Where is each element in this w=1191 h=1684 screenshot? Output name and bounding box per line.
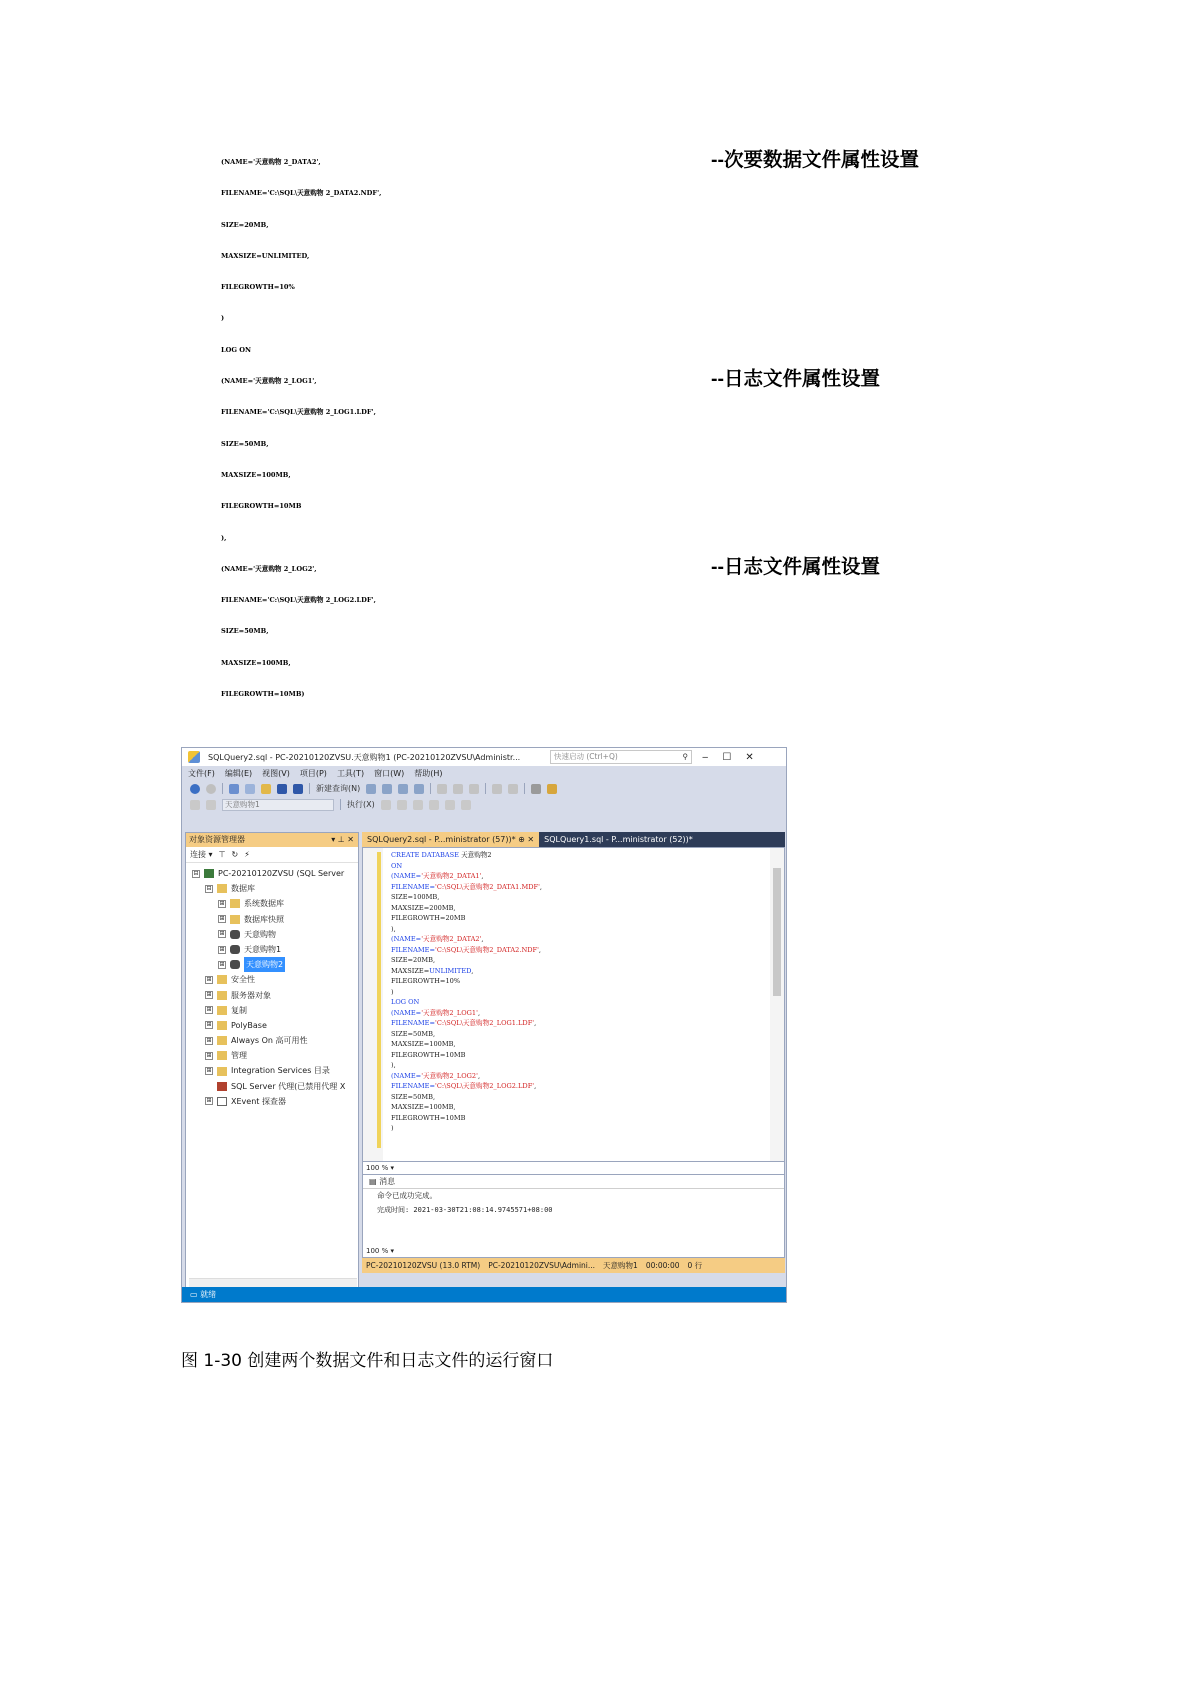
query-code (391, 850, 542, 1134)
collapse-icon[interactable]: ⊟ (193, 869, 199, 877)
expand-icon[interactable]: ⊞ (219, 960, 225, 968)
code-line (221, 364, 981, 395)
query-token: MAXSIZE=100MB, (391, 1103, 456, 1111)
query-line (391, 871, 542, 882)
expand-icon[interactable]: ⊞ (206, 1067, 212, 1075)
db-icon (230, 930, 240, 939)
query-token: '天意购物2_DATA1' (421, 872, 482, 880)
cut-icon[interactable] (437, 784, 447, 794)
undo-icon[interactable] (492, 784, 502, 794)
query-token: SIZE=100MB, (391, 893, 440, 901)
solution-config-icon[interactable] (531, 784, 541, 794)
code-text: LOG ON (221, 345, 252, 354)
folder-icon (230, 899, 240, 908)
object-explorer-header (186, 833, 358, 847)
object-tree (186, 863, 358, 1109)
code-line (221, 145, 981, 176)
query-line (391, 1113, 542, 1124)
query-token: FILEGROWTH=20MB (391, 914, 466, 922)
query-token: (NAME= (391, 872, 422, 880)
toolbar-separator (430, 783, 431, 794)
messages-tab-label: 消息 (379, 1177, 396, 1186)
query-line (391, 945, 542, 956)
tree-item-label: SQL Server 代理(已禁用代理 X (231, 1081, 346, 1091)
close-icon[interactable]: ✕ (745, 751, 754, 763)
tree-item-label: 数据库 (231, 884, 255, 894)
messages-zoom[interactable]: 100 % ▾ (366, 1247, 394, 1255)
query-token: UNLIMITED (429, 966, 472, 975)
tree-item[interactable] (186, 1063, 358, 1078)
figure-caption: 图 1-30 创建两个数据文件和日志文件的运行窗口 (181, 1351, 554, 1371)
activity-icon[interactable]: ⚡ (244, 850, 250, 859)
menu-item[interactable]: 编辑(E) (224, 769, 253, 778)
server-icon (204, 869, 214, 878)
filter-icon[interactable]: ⊤ (218, 850, 226, 859)
query-token: , (481, 935, 484, 943)
expand-icon[interactable]: ⊞ (206, 991, 212, 999)
query-token: 'C:\SQL\天意购物2_DATA2.NDF' (435, 945, 539, 954)
tree-item[interactable] (186, 881, 358, 896)
query-token: 'C:\SQL\天意购物2_DATA1.MDF' (435, 882, 540, 891)
query-line (391, 1060, 542, 1071)
query-line (391, 976, 542, 987)
query-token: FILEGROWTH=10MB (391, 1113, 466, 1122)
query-token: 天意购物2 (461, 851, 492, 859)
code-text: FILEGROWTH=10MB) (221, 690, 305, 699)
query-token: SIZE=20MB, (391, 956, 436, 964)
code-text: ) (221, 314, 225, 323)
document-tab[interactable]: SQLQuery1.sql - P...ministrator (52))* (544, 835, 693, 844)
parse-icon[interactable] (397, 800, 407, 810)
minimize-icon[interactable]: ‒ (702, 751, 709, 763)
message-line: 命令已成功完成。 (377, 1191, 437, 1200)
query-token: '天意购物2_LOG1' (421, 1008, 478, 1017)
query-line (391, 892, 542, 903)
query-token: FILENAME= (391, 945, 435, 954)
xmla-query-icon[interactable] (398, 784, 408, 794)
tree-item[interactable] (186, 866, 358, 881)
standard-toolbar (182, 781, 786, 796)
toolbar-separator (485, 783, 486, 794)
panel-controls[interactable]: ▾ ⊥ ✕ (331, 835, 354, 844)
query-line (391, 1081, 542, 1092)
database-select[interactable]: 天意购物1 (222, 799, 334, 811)
code-line (221, 301, 981, 332)
code-text: FILENAME='C:\SQL\天意购物 2_DATA2.NDF', (221, 189, 382, 198)
code-comment: --日志文件属性设置 (711, 368, 880, 391)
object-explorer-toolbar (186, 847, 358, 863)
code-line (221, 521, 981, 552)
copy-icon[interactable] (453, 784, 463, 794)
window-title: SQLQuery2.sql - PC-20210120ZVSU.天意购物1 (PC-20210120ZVSU\Administr... (208, 752, 521, 762)
folder-icon (230, 915, 240, 924)
expand-icon[interactable]: ⊞ (206, 1006, 212, 1014)
code-text: MAXSIZE=100MB, (221, 658, 291, 667)
editor-zoom[interactable]: 100 % ▾ (362, 1162, 785, 1174)
menu-item[interactable]: 项目(P) (299, 769, 327, 778)
dmx-query-icon[interactable] (382, 784, 392, 794)
editor-gutter (363, 848, 383, 1161)
query-status-item: PC-20210120ZVSU\Admini... (488, 1261, 596, 1270)
code-text: (NAME='天意购物 2_LOG2', (221, 564, 317, 573)
tree-item-label: 复制 (231, 1005, 247, 1015)
query-status-item: 天意购物1 (603, 1261, 638, 1270)
search-icon: ⚲ (682, 752, 688, 761)
code-line (221, 239, 981, 270)
disconnect-icon[interactable] (206, 800, 216, 810)
tree-item[interactable] (186, 988, 358, 1003)
code-text: ), (221, 533, 227, 542)
ssms-app-icon (188, 751, 200, 763)
tree-item[interactable] (186, 957, 358, 972)
code-comment: --日志文件属性设置 (711, 555, 880, 578)
query-token: FILEGROWTH=10MB (391, 1050, 466, 1059)
tree-item-label: PC-20210120ZVSU (SQL Server (218, 869, 345, 878)
expand-icon[interactable]: ⊞ (219, 899, 225, 907)
tree-item[interactable] (186, 896, 358, 911)
code-line (221, 646, 981, 677)
query-line (391, 955, 542, 966)
tree-item-label: PolyBase (231, 1020, 267, 1030)
document-tab[interactable]: SQLQuery2.sql - P...ministrator (57))* ⊕ ✕ (362, 832, 539, 847)
maximize-icon[interactable]: ☐ (722, 751, 732, 763)
tree-item-label: Integration Services 目录 (231, 1066, 330, 1076)
stop-icon[interactable] (381, 800, 391, 810)
ready-icon: ▭ (190, 1290, 198, 1299)
query-line (391, 987, 542, 998)
xevent-icon (217, 1097, 227, 1106)
status-bar (182, 1287, 786, 1302)
code-text: SIZE=20MB, (221, 220, 269, 229)
query-line (391, 1039, 542, 1050)
change-indicator (377, 852, 381, 1148)
back-icon[interactable] (190, 784, 200, 794)
query-line (391, 882, 542, 893)
query-line (391, 1050, 542, 1061)
vertical-scrollbar[interactable] (770, 848, 784, 1161)
code-line (221, 489, 981, 520)
tree-item[interactable] (186, 927, 358, 942)
sql-editor-toolbar (182, 797, 786, 812)
code-line (221, 614, 981, 645)
query-token: '天意购物2_LOG2' (421, 1071, 478, 1080)
code-line (221, 552, 981, 583)
new-project-icon[interactable] (229, 784, 239, 794)
query-line (391, 1018, 542, 1029)
menu-item[interactable]: 文件(F) (188, 769, 215, 778)
query-line (391, 966, 542, 977)
code-line (221, 395, 981, 426)
folder-icon (217, 1067, 227, 1076)
find-icon[interactable] (547, 784, 557, 794)
code-line (221, 427, 981, 458)
query-token: LOG ON (391, 998, 420, 1006)
query-token: , (477, 1071, 481, 1080)
query-token: MAXSIZE=100MB, (391, 1040, 456, 1048)
query-token: 'C:\SQL\天意购物2_LOG1.LDF' (435, 1019, 535, 1027)
folder-icon (217, 975, 227, 984)
query-token: SIZE=50MB, (391, 1092, 436, 1101)
query-line (391, 903, 542, 914)
query-token: , (538, 945, 542, 954)
query-line (391, 1123, 542, 1134)
query-token: CREATE DATABASE (391, 851, 462, 859)
messages-tab[interactable] (363, 1175, 784, 1189)
expand-icon[interactable]: ⊞ (219, 945, 225, 953)
expand-icon[interactable]: ⊞ (206, 1021, 212, 1029)
tree-item-label: 系统数据库 (244, 899, 284, 909)
collapse-icon[interactable]: ⊟ (206, 884, 212, 892)
expand-icon[interactable]: ⊞ (219, 915, 225, 923)
quick-launch-placeholder: 快速启动 (Ctrl+Q) (554, 752, 618, 761)
zoom-level: 100 % (366, 1164, 389, 1172)
query-line (391, 924, 542, 935)
document-area (362, 832, 785, 1292)
code-text: FILEGROWTH=10MB (221, 502, 302, 511)
expand-icon[interactable]: ⊞ (206, 975, 212, 983)
code-text: FILENAME='C:\SQL\天意购物 2_LOG1.LDF', (221, 408, 376, 417)
expand-icon[interactable]: ⊞ (206, 1036, 212, 1044)
query-token: (NAME= (391, 1008, 422, 1017)
query-token: ), (391, 1061, 396, 1069)
open-file-icon[interactable] (261, 784, 271, 794)
query-token: ), (391, 924, 396, 933)
query-token: , (477, 1008, 481, 1017)
document-tabs (362, 832, 785, 847)
tree-item-label: Always On 高可用性 (231, 1036, 308, 1046)
query-token: FILENAME= (391, 1082, 435, 1090)
query-line (391, 913, 542, 924)
db-icon (230, 945, 240, 954)
menu-bar (182, 766, 786, 781)
query-editor[interactable] (362, 847, 785, 1162)
object-explorer-title: 对象资源管理器 (189, 835, 245, 844)
code-text: (NAME='天意购物 2_DATA2', (221, 158, 321, 166)
scrollbar-thumb[interactable] (773, 868, 781, 996)
tree-item[interactable] (186, 1079, 358, 1094)
query-token: , (471, 966, 474, 975)
folder-icon (217, 884, 227, 893)
folder-icon (217, 991, 227, 1000)
tree-item-label: 天意购物 (244, 929, 276, 939)
query-token: ) (391, 987, 394, 996)
zoom-level: 100 % (366, 1247, 389, 1255)
tree-item-label: 数据库快照 (244, 914, 284, 924)
paste-icon[interactable] (469, 784, 479, 794)
sql-code-listing (221, 145, 981, 708)
query-token: MAXSIZE= (391, 966, 430, 975)
query-token: FILENAME= (391, 1019, 435, 1027)
query-line (391, 1008, 542, 1019)
code-line (221, 583, 981, 614)
query-token: ON (391, 861, 403, 870)
tree-item[interactable] (186, 1018, 358, 1033)
query-line (391, 850, 542, 861)
code-line (221, 208, 981, 239)
code-text: MAXSIZE=100MB, (221, 470, 291, 479)
menu-item[interactable]: 窗口(W) (374, 769, 405, 778)
tree-item[interactable] (186, 1094, 358, 1109)
results-grid-icon[interactable] (429, 800, 439, 810)
save-all-icon[interactable] (293, 784, 303, 794)
query-status-bar (362, 1258, 785, 1273)
code-line (221, 333, 981, 364)
tree-item[interactable] (186, 912, 358, 927)
folder-icon (217, 1051, 227, 1060)
code-line (221, 677, 981, 708)
save-icon[interactable] (277, 784, 287, 794)
code-text: SIZE=50MB, (221, 439, 269, 448)
code-text: MAXSIZE=UNLIMITED, (221, 251, 310, 260)
folder-icon (217, 1006, 227, 1015)
messages-icon: ▤ (369, 1177, 377, 1186)
mdx-query-icon[interactable] (366, 784, 376, 794)
query-token: '天意购物2_DATA2' (421, 935, 482, 943)
das-query-icon[interactable] (414, 784, 424, 794)
tree-item[interactable] (186, 972, 358, 987)
toolbar-separator (524, 783, 525, 794)
query-line (391, 997, 542, 1008)
query-line (391, 861, 542, 872)
title-bar (182, 748, 786, 766)
query-line (391, 1071, 542, 1082)
agent-icon (217, 1082, 227, 1091)
code-text: FILEGROWTH=10% (221, 283, 295, 292)
toolbar-separator (340, 799, 341, 810)
query-token: , (534, 1019, 537, 1027)
code-line (221, 458, 981, 489)
tree-item-label: XEvent 探查器 (231, 1096, 286, 1106)
query-status-item: PC-20210120ZVSU (13.0 RTM) (366, 1261, 481, 1270)
redo-icon[interactable] (508, 784, 518, 794)
toolbar-separator (222, 783, 223, 794)
window-controls (702, 752, 754, 763)
code-text: FILENAME='C:\SQL\天意购物 2_LOG2.LDF', (221, 596, 376, 605)
expand-icon[interactable]: ⊞ (219, 930, 225, 938)
tree-item-label: 天意购物2 (244, 957, 285, 972)
tree-item[interactable] (186, 1033, 358, 1048)
estimated-plan-icon[interactable] (413, 800, 423, 810)
query-status-item: 00:00:00 (645, 1261, 680, 1270)
query-token: (NAME= (391, 1071, 422, 1080)
tree-item-label: 管理 (231, 1051, 247, 1061)
code-line (221, 270, 981, 301)
code-text: (NAME='天意购物 2_LOG1', (221, 377, 317, 386)
execute-button[interactable]: 执行(X) (347, 800, 375, 809)
code-line (221, 176, 981, 207)
query-token: (NAME= (391, 935, 422, 943)
query-status-item: 0 行 (687, 1261, 703, 1270)
query-token: 'C:\SQL\天意购物2_LOG2.LDF' (435, 1082, 535, 1090)
code-comment: --次要数据文件属性设置 (711, 149, 919, 171)
indent-icon[interactable] (461, 800, 471, 810)
tree-item-label: 服务器对象 (231, 990, 271, 1000)
connect-icon[interactable] (190, 800, 200, 810)
menu-item[interactable]: 视图(V) (262, 769, 290, 778)
ssms-screenshot (181, 747, 787, 1303)
menu-item[interactable]: 工具(T) (336, 769, 365, 778)
tree-item[interactable] (186, 1048, 358, 1063)
message-line: 完成时间: 2021-03-30T21:08:14.9745571+08:00 (377, 1206, 553, 1214)
tree-item-label: 天意购物1 (244, 944, 282, 954)
quick-launch-input[interactable] (550, 750, 692, 764)
expand-icon[interactable]: ⊞ (206, 1051, 212, 1059)
forward-icon[interactable] (206, 784, 216, 794)
query-token: MAXSIZE=200MB, (391, 903, 456, 912)
tree-item-label: 安全性 (231, 975, 255, 985)
tree-item[interactable] (186, 1003, 358, 1018)
refresh-icon[interactable]: ↻ (231, 850, 239, 859)
object-explorer (185, 832, 359, 1292)
status-text: 就绪 (200, 1290, 217, 1299)
new-query-button[interactable]: 新建查询(N) (316, 784, 361, 793)
query-token: SIZE=50MB, (391, 1029, 436, 1038)
expand-icon[interactable]: ⊞ (206, 1097, 212, 1105)
toolbar-separator (309, 783, 310, 794)
messages-pane (362, 1174, 785, 1258)
query-token: FILEGROWTH=10% (391, 977, 461, 985)
add-item-icon[interactable] (245, 784, 255, 794)
query-token: , (481, 872, 484, 880)
connect-button[interactable]: 连接 ▾ (190, 850, 213, 859)
query-line (391, 1102, 542, 1113)
query-line (391, 1029, 542, 1040)
comment-icon[interactable] (445, 800, 455, 810)
tree-item[interactable] (186, 942, 358, 957)
code-text: SIZE=50MB, (221, 627, 269, 636)
query-token: , (539, 882, 543, 891)
query-token: FILENAME= (391, 882, 435, 891)
db-icon (230, 960, 240, 969)
query-token: ) (391, 1124, 394, 1132)
query-token: , (534, 1082, 537, 1090)
query-line (391, 934, 542, 945)
menu-item[interactable]: 帮助(H) (414, 769, 443, 778)
folder-icon (217, 1021, 227, 1030)
folder-icon (217, 1036, 227, 1045)
query-line (391, 1092, 542, 1103)
